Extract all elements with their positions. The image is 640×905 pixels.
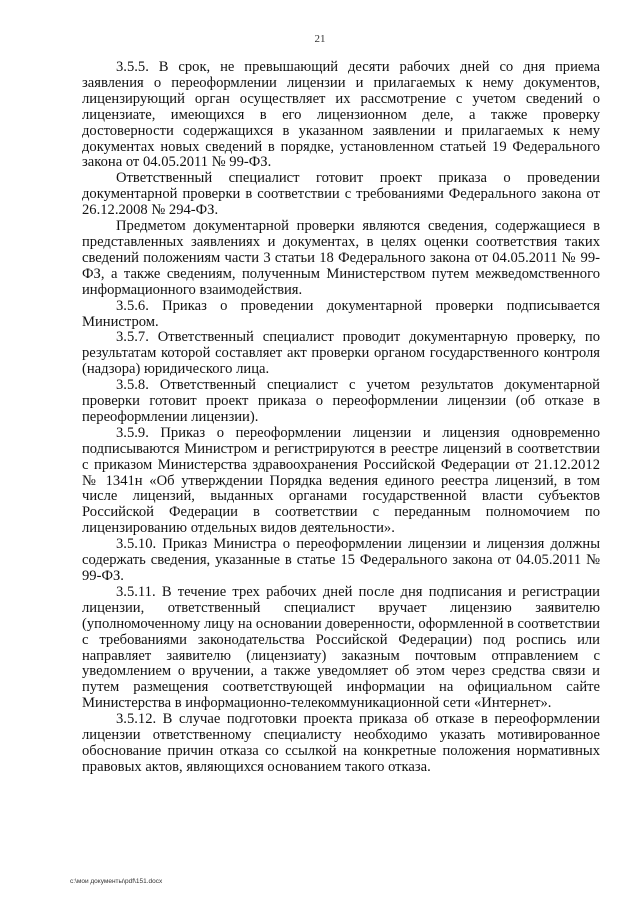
paragraph-3-5-7: 3.5.7. Ответственный специалист проводит документарную проверку, по результатам которой составляет акт проверки органом государственного контроля (надзора) юридического лица. — [82, 329, 600, 378]
document-body — [82, 60, 600, 776]
paragraph-3-5-6: 3.5.6. Приказ о проведении документарной проверки подписывается Министром. — [82, 297, 600, 330]
paragraph-3-5-5: 3.5.5. В срок, не превышающий десяти рабочих дней со дня приема заявления о переоформлении лицензии и прилагаемых к нему документов, лицензирующий орган осуществляет их рассмотрение с учетом сведений о лицензиате, имеющихся в его лицензионном деле, а также проверку достоверности содержащихся в указанном заявлении и прилагаемых к нему документах новых сведений в порядке, установленном статьей 19 Федерального закона от 04.05.2011 № 99-ФЗ. — [82, 59, 600, 171]
paragraph-3-5-8: 3.5.8. Ответственный специалист с учетом результатов документарной проверки готовит проект приказа о переоформлении лицензии (об отказе в переоформлении лицензии). — [82, 377, 600, 425]
paragraph-3-5-9: 3.5.9. Приказ о переоформлении лицензии и лицензия одновременно подписываются Министром и регистрируются в реестре лицензий в соответствии с приказом Министерства здравоохранения Российской Федерации от 21.12.2012 № 1341н «Об утверждении Порядка ведения единого реестра лицензий, в том числе лицензий, выданных органами государственной власти субъектов Российской Федерации в соответствии с переданным полномочием по лицензированию отдельных видов деятельности». — [82, 424, 600, 537]
paragraph-3-5-12: 3.5.12. В случае подготовки проекта приказа об отказе в переоформлении лицензии ответственному специалисту необходимо указать мотивированное обоснование причин отказа со ссылкой на конкретные положения нормативных правовых актов, являющихся основанием такого отказа. — [82, 711, 600, 775]
paragraph-specialist-order: Ответственный специалист готовит проект приказа о проведении документарной проверки в соответствии с требованиями Федерального закона от 26.12.2008 № 294-ФЗ. — [82, 170, 600, 219]
paragraph-3-5-10: 3.5.10. Приказ Министра о переоформлении лицензии и лицензия должны содержать сведения, указанные в статье 15 Федерального закона от 04.05.2011 № 99-ФЗ. — [82, 536, 600, 584]
paragraph-3-5-11: 3.5.11. В течение трех рабочих дней после дня подписания и регистрации лицензии, ответственный специалист вручает лицензию заявителю (уполномоченному лицу на основании доверенности, оформленной в соответствии с требованиями законодательства Российской Федерации) под роспись или направляет заявителю (лицензиату) заказным почтовым отправлением с уведомлением о вручении, а также уведомляет об этом через средства связи и путем размещения соответствующей информации на официальном сайте Министерства в информационно-телекоммуникационной сети «Интернет». — [82, 583, 600, 712]
footer-file-path: c:\мои документы\pdf\151.docx — [70, 878, 163, 885]
page-number: 21 — [314, 33, 326, 45]
paragraph-inspection-subject: Предметом документарной проверки являются сведения, содержащиеся в представленных заявлениях и документах, в целях оценки соответствия таких сведений положениям части 3 статьи 18 Федерального закона от 04.05.2011 № 99-ФЗ, а также сведениям, полученным Министерством путем межведомственного информационного взаимодействия. — [82, 218, 600, 298]
